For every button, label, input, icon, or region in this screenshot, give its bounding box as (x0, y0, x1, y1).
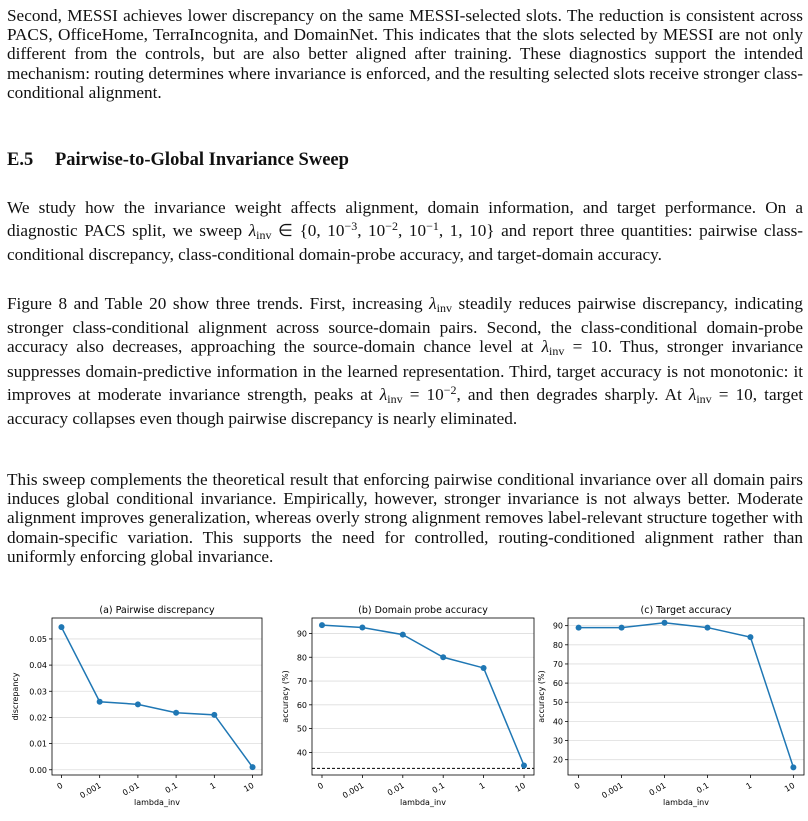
y-tick-label: 90 (552, 621, 563, 631)
text-span: steadily reduces pairwise discrepancy, indicating stronger class-conditional alignment across source-domain pairs. Second, the class-conditional domain-probe accuracy also decreases, approaching the source-domain chance level at (7, 294, 803, 357)
math-symbol: ∈ (278, 221, 294, 241)
x-tick-label: 10 (242, 780, 256, 794)
chart-domain-probe-accuracy (268, 598, 538, 808)
data-point (173, 710, 179, 716)
x-tick-label: 0 (55, 780, 65, 792)
x-tick-label: 0.01 (120, 780, 141, 798)
text-span: , and then degrades sharply. At (456, 384, 689, 404)
paragraph-trends (7, 294, 803, 428)
math-eq-ten-exp: = $10^{-2}$ (402, 382, 457, 404)
text-span: , target accuracy collapses even though pairwise discrepancy is nearly eliminated. (7, 384, 803, 429)
y-tick-label: 0.04 (29, 661, 47, 671)
y-tick-label: 40 (296, 748, 307, 758)
data-point (790, 764, 796, 770)
data-point (135, 701, 141, 707)
data-point (619, 625, 625, 631)
data-point (704, 625, 710, 631)
series-line (61, 627, 252, 767)
x-tick-label: 0 (316, 780, 325, 792)
x-tick-label: 0.1 (163, 780, 180, 796)
x-tick-label: 0.001 (600, 780, 625, 801)
y-tick-label: 0.01 (29, 739, 47, 749)
x-axis-label: lambda_inv (399, 798, 447, 807)
text-span: . Thus, stronger invariance suppresses domain-predictive information in the learned representation. Third, target accuracy is not monotonic: it improves at moderate invariance strength, peaks at (7, 337, 803, 404)
chart-target-accuracy (538, 598, 808, 808)
x-axis-label: lambda_inv (662, 798, 710, 807)
y-axis-label: accuracy (%) (281, 670, 290, 723)
data-point (97, 699, 103, 705)
section-title: Pairwise-to-Global Invariance Sweep (55, 150, 349, 170)
x-tick-label: 0.01 (647, 780, 668, 798)
math-eq-ten: = 10 (711, 384, 753, 404)
data-point (662, 620, 668, 626)
plot-frame (312, 618, 534, 775)
y-tick-label: 20 (552, 755, 563, 765)
data-point (400, 632, 406, 638)
math-lambda-inv: $\lambda_{inv}$ (541, 337, 565, 359)
data-point (576, 625, 582, 631)
data-point (359, 625, 365, 631)
data-point (481, 665, 487, 671)
paragraph-messi-discrepancy: Second, MESSI achieves lower discrepancy on the same MESSI-selected slots. The reduction is consistent across PACS, OfficeHome, TerraIncognita, and DomainNet. This indicates that the slots selected by MESSI are not only different from the controls, but are also better aligned after training. These diagnostics support the intended mechanism: routing determines where invariance is enforced, and the resulting selected slots receive stronger class-conditional alignment. (7, 6, 803, 102)
chart-title: (a) Pairwise discrepancy (99, 605, 215, 616)
paragraph-sweep-setup (7, 198, 803, 265)
chart-title: (b) Domain probe accuracy (358, 605, 488, 616)
math-eq-ten: = 10 (564, 337, 608, 357)
y-tick-label: 0.03 (29, 687, 47, 697)
y-tick-label: 40 (552, 717, 563, 727)
y-tick-label: 0.05 (29, 634, 47, 644)
y-tick-label: 60 (552, 679, 563, 689)
y-tick-label: 80 (552, 640, 563, 650)
y-tick-label: 90 (296, 629, 307, 639)
x-tick-label: 0.1 (430, 780, 447, 796)
y-tick-label: 70 (552, 659, 563, 669)
y-tick-label: 0.00 (29, 765, 47, 775)
y-tick-label: 30 (552, 736, 563, 746)
data-point (747, 634, 753, 640)
plot-frame (568, 618, 804, 775)
math-lambda-inv: $\lambda_{inv}$ (248, 221, 272, 243)
math-lambda-inv: $\lambda_{inv}$ (429, 294, 452, 315)
chart-pairwise-discrepancy (0, 598, 268, 808)
plot-frame (52, 618, 262, 775)
x-tick-label: 1 (208, 780, 218, 792)
section-number: E.5 (7, 150, 34, 170)
y-tick-label: 50 (552, 698, 563, 708)
data-point (211, 712, 217, 718)
paragraph-conclusion: This sweep complements the theoretical result that enforcing pairwise conditional invariance over all domain pairs induces global conditional invariance. Empirically, however, stronger invariance is not always better. Moderate alignment improves generalization, whereas overly strong alignment removes label-relevant structure together with domain-specific variation. This supports the need for controlled, routing-conditioned alignment rather than uniformly enforcing global invariance. (7, 470, 803, 566)
x-tick-label: 1 (477, 780, 487, 792)
y-tick-label: 50 (296, 724, 307, 734)
x-tick-label: 0.01 (385, 780, 406, 798)
text-span: and report three quantities: pairwise class-conditional discrepancy, class-conditional domain-probe accuracy, and target-domain accuracy. (7, 221, 804, 265)
math-sweep-set: {0, $10^{-3}$, $10^{-2}$, $10^{-1}$, 1, 10} (299, 219, 495, 241)
series-line (322, 625, 524, 765)
chart-title: (c) Target accuracy (640, 605, 732, 616)
text-span: We study how the invariance weight affects alignment, domain information, and target performance. On a diagnostic PACS split, we sweep (7, 198, 803, 241)
data-point (440, 654, 446, 660)
math-lambda-inv: $\lambda_{inv}$ (379, 384, 403, 406)
x-tick-label: 10 (783, 780, 797, 794)
data-point (319, 622, 325, 628)
x-axis-label: lambda_inv (133, 798, 181, 807)
data-point (521, 762, 527, 768)
y-axis-label: discrepancy (11, 672, 20, 721)
y-tick-label: 0.02 (29, 713, 47, 723)
x-tick-label: 0.1 (694, 780, 711, 796)
y-tick-label: 60 (296, 700, 307, 710)
text-span: Figure 8 and Table 20 show three trends. First, increasing (7, 294, 430, 313)
x-tick-label: 10 (513, 780, 528, 794)
section-heading (7, 150, 349, 171)
x-tick-label: 0 (572, 780, 582, 792)
x-tick-label: 1 (744, 780, 754, 792)
x-tick-label: 0.001 (341, 780, 366, 801)
x-tick-label: 0.001 (78, 780, 103, 801)
math-lambda-inv: $\lambda_{inv}$ (688, 384, 712, 406)
data-point (58, 624, 64, 630)
y-axis-label: accuracy (%) (537, 670, 546, 723)
y-tick-label: 70 (296, 677, 307, 687)
y-tick-label: 80 (296, 653, 307, 663)
data-point (250, 764, 256, 770)
